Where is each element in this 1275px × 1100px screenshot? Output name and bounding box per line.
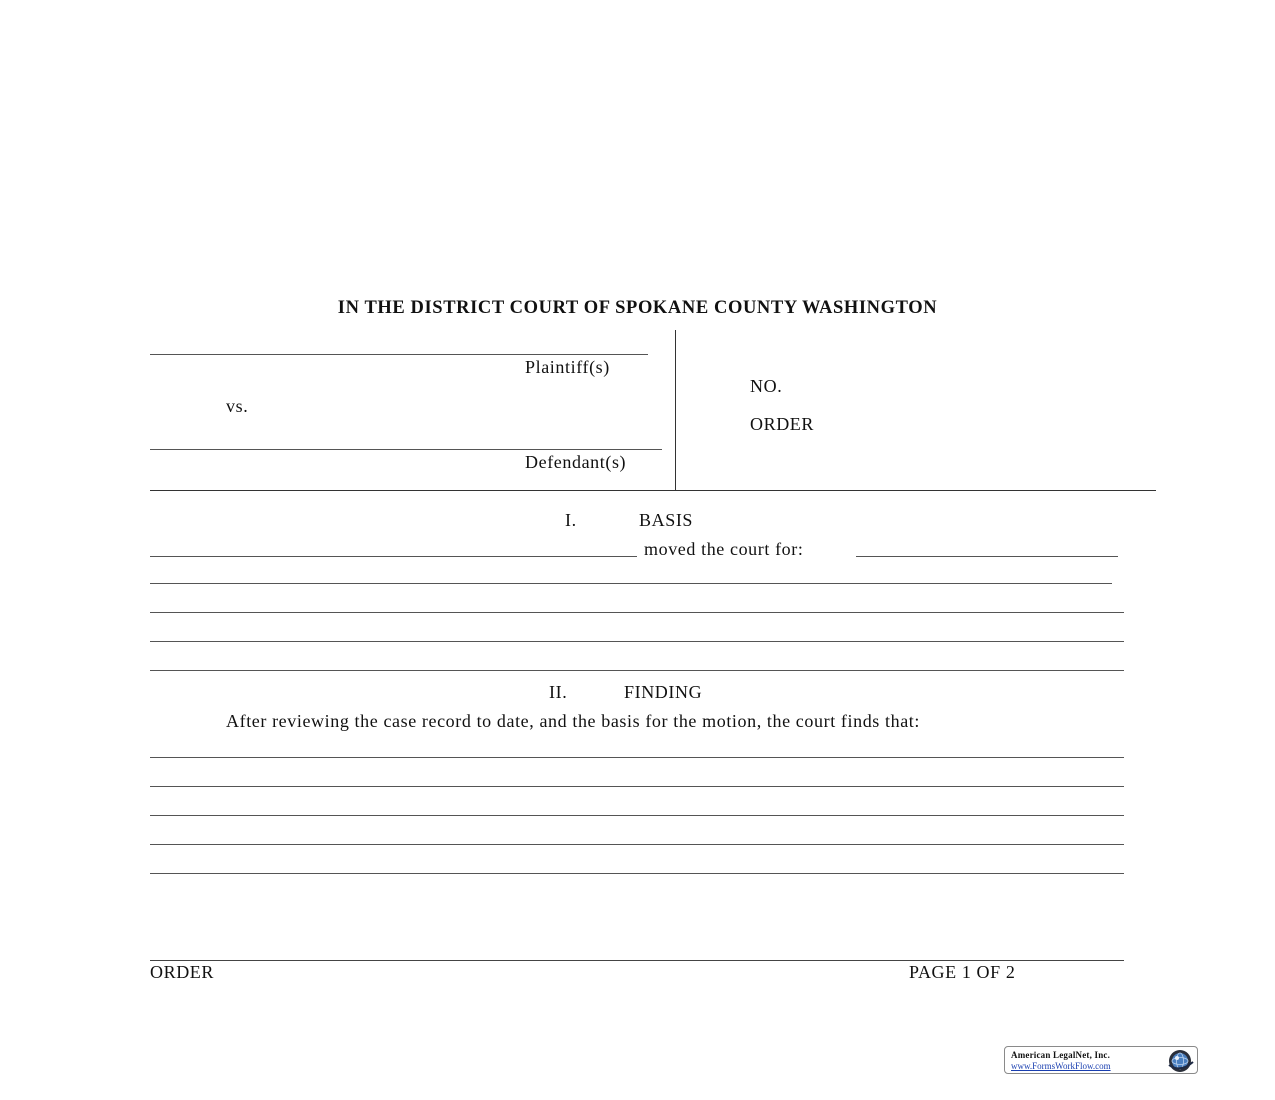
footer-order-label: ORDER bbox=[150, 962, 215, 982]
defendant-label: Defendant(s) bbox=[525, 452, 627, 472]
document-title: ORDER bbox=[750, 414, 815, 434]
finding-heading: FINDING bbox=[624, 682, 703, 702]
basis-numeral: I. bbox=[565, 510, 577, 530]
globe-icon bbox=[1160, 1047, 1200, 1075]
finding-line-1[interactable] bbox=[150, 757, 1124, 758]
footer-rule bbox=[150, 960, 1124, 961]
motion-type-line[interactable] bbox=[856, 556, 1118, 557]
vs-label: vs. bbox=[226, 396, 249, 416]
moved-court-text: moved the court for: bbox=[644, 539, 804, 559]
finding-line-4[interactable] bbox=[150, 844, 1124, 845]
plaintiff-label: Plaintiff(s) bbox=[525, 357, 610, 377]
basis-heading: BASIS bbox=[639, 510, 694, 530]
basis-line-2[interactable] bbox=[150, 612, 1124, 613]
caption-divider bbox=[675, 330, 676, 491]
american-legalnet-logo[interactable] bbox=[1004, 1046, 1198, 1074]
caption-bottom-rule bbox=[150, 490, 1156, 491]
logo-url-link[interactable]: www.FormsWorkFlow.com bbox=[1011, 1061, 1111, 1071]
basis-line-1[interactable] bbox=[150, 583, 1112, 584]
finding-statement: After reviewing the case record to date, and the basis for the motion, the court finds that: bbox=[226, 711, 920, 731]
finding-line-2[interactable] bbox=[150, 786, 1124, 787]
finding-line-5[interactable] bbox=[150, 873, 1124, 874]
finding-numeral: II. bbox=[549, 682, 568, 702]
movant-name-line[interactable] bbox=[150, 556, 637, 557]
basis-line-3[interactable] bbox=[150, 641, 1124, 642]
plaintiff-name-line[interactable] bbox=[150, 354, 648, 355]
basis-line-4[interactable] bbox=[150, 670, 1124, 671]
footer-page-label: PAGE 1 OF 2 bbox=[909, 962, 1016, 982]
defendant-name-line[interactable] bbox=[150, 449, 662, 450]
finding-line-3[interactable] bbox=[150, 815, 1124, 816]
court-title: IN THE DISTRICT COURT OF SPOKANE COUNTY WASHINGTON bbox=[337, 298, 938, 318]
case-number-label: NO. bbox=[750, 376, 783, 396]
logo-company-name: American LegalNet, Inc. bbox=[1011, 1050, 1111, 1060]
